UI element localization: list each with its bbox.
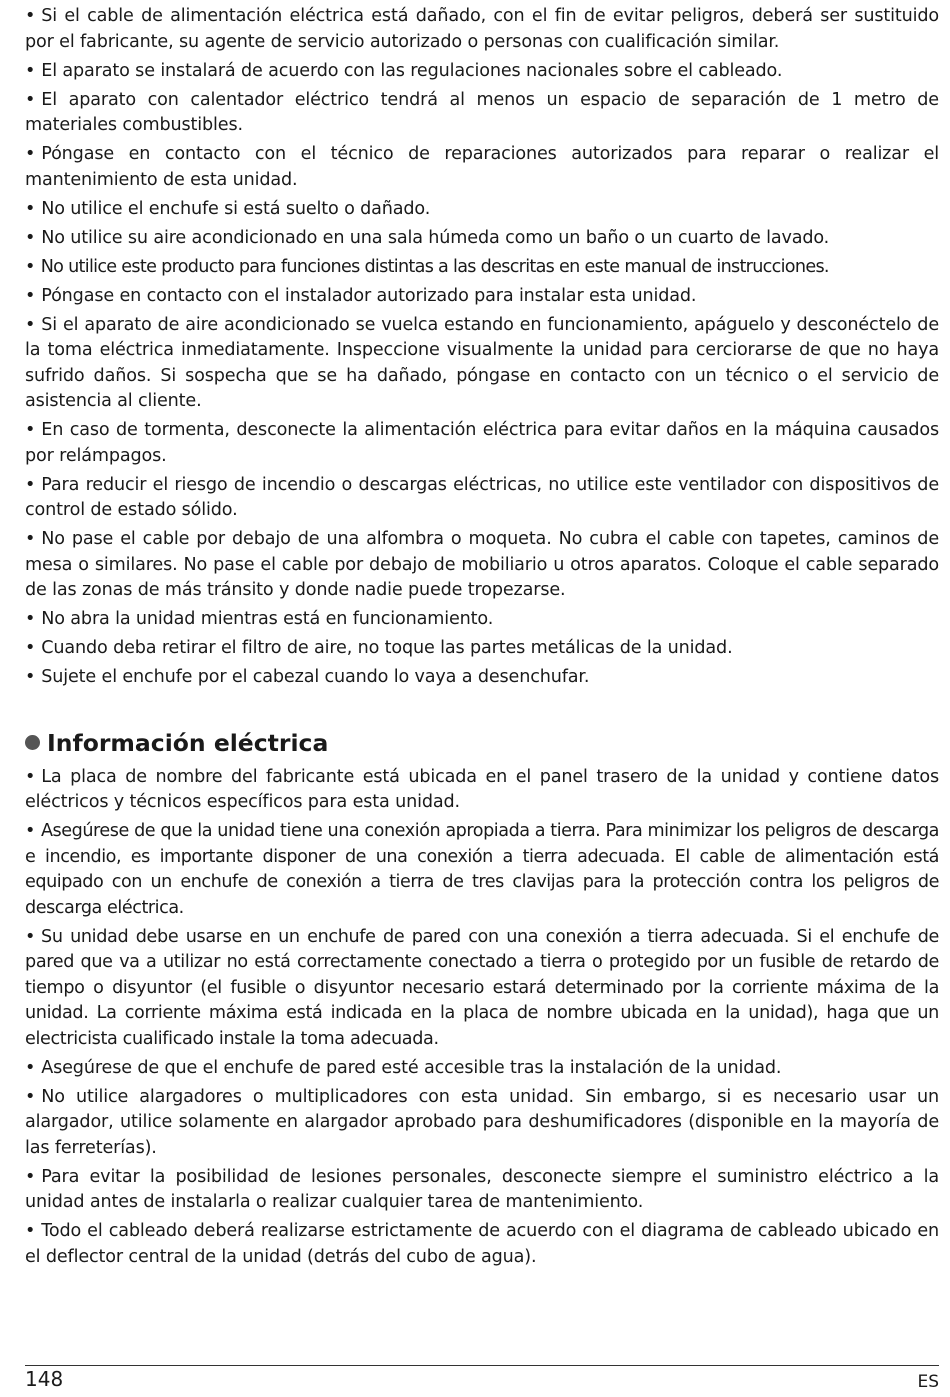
- safety-item: [25, 636, 939, 662]
- safety-item-text: Si el cable de alimentación eléctrica está dañado, con el fin de evitar peligros, deberá ser sustituido por el fabricante, su agente de servicio autorizado o personas con cualificación similar.: [25, 6, 939, 52]
- electrical-item: [25, 765, 939, 816]
- safety-item-text: En caso de tormenta, desconecte la alimentación eléctrica para evitar daños en la máquina causados por relámpagos.: [25, 420, 939, 466]
- electrical-item-text: La placa de nombre del fabricante está ubicada en el panel trasero de la unidad y contiene datos eléctricos y técnicos específicos para esta unidad.: [25, 766, 939, 812]
- safety-item: [25, 527, 939, 604]
- safety-item-text: Póngase en contacto con el instalador autorizado para instalar esta unidad.: [41, 285, 697, 306]
- electrical-item: [25, 1056, 939, 1082]
- safety-item: [25, 197, 939, 223]
- safety-item: [25, 284, 939, 310]
- electrical-item-text: No utilice alargadores o multiplicadores con esta unidad. Sin embargo, si es necesario usar un alargador, utilice solamente en alargador aprobado para deshumificadores (disponible en la mayoría de las ferreterías).: [25, 1086, 939, 1158]
- bullet-icon: •: [25, 1221, 36, 1241]
- bullet-icon: •: [25, 6, 36, 26]
- safety-item-text: Póngase en contacto con el técnico de reparaciones autorizados para reparar o realizar el mantenimiento de esta unidad.: [25, 144, 939, 190]
- bullet-icon: •: [25, 144, 36, 164]
- bullet-icon: •: [25, 529, 36, 549]
- electrical-item: [25, 1085, 939, 1162]
- safety-item: [25, 665, 939, 691]
- safety-item-text: No utilice su aire acondicionado en una sala húmeda como un baño o un cuarto de lavado.: [41, 227, 830, 248]
- electrical-item-text: Para evitar la posibilidad de lesiones personales, desconecte siempre el suministro eléctrico a la unidad antes de instalarla o realizar cualquier tarea de mantenimiento.: [25, 1166, 939, 1212]
- safety-item: [25, 226, 939, 252]
- electrical-item: [25, 1219, 939, 1270]
- bullet-icon: •: [25, 638, 36, 658]
- safety-item: [25, 255, 939, 281]
- section-heading: [25, 728, 939, 758]
- bullet-icon: •: [25, 198, 36, 219]
- safety-item-text: El aparato se instalará de acuerdo con las regulaciones nacionales sobre el cableado.: [41, 60, 783, 81]
- safety-item: [25, 4, 939, 55]
- bullet-icon: •: [25, 89, 36, 110]
- bullet-icon: •: [25, 1057, 36, 1078]
- bullet-icon: •: [25, 227, 36, 248]
- bullet-icon: •: [25, 766, 36, 787]
- electrical-item-text: Asegúrese de que la unidad tiene una conexión apropiada a tierra. Para minimizar los peligros de descarga e incendio, es importante disponer de una conexión a tierra adecuada. El cable de alimentación está equipado con un enchufe de conexión a tierra de tres clavijas para la protección contra los peligros de descarga eléctrica.: [25, 821, 939, 918]
- bullet-icon: •: [25, 285, 36, 306]
- electrical-item-text: Asegúrese de que el enchufe de pared esté accesible tras la instalación de la unidad.: [41, 1057, 782, 1078]
- electrical-item-text: Su unidad debe usarse en un enchufe de pared con una conexión a tierra adecuada. Si el enchufe de pared que va a utilizar no está correctamente conectado a tierra o protegido por un fusible de retardo de tiempo o disyuntor (el fusible o disyuntor necesario estará determinado por la corriente máxima de la unidad. La corriente máxima está indicada en la placa de nombre ubicada en la unidad), haga que un electricista cualificado instale la toma adecuada.: [25, 926, 939, 1049]
- electrical-list: [25, 765, 939, 1271]
- bullet-icon: •: [25, 256, 35, 277]
- safety-item-text: Si el aparato de aire acondicionado se vuelca estando en funcionamiento, apáguelo y desconéctelo de la toma eléctrica inmediatamente. Inspeccione visualmente la unidad para cerciorarse de que no haya sufrido daños. Si sospecha que se ha dañado, póngase en contacto con un técnico o el servicio de asistencia al cliente.: [25, 314, 939, 411]
- page-number: 148: [25, 1367, 64, 1391]
- bullet-icon: •: [25, 926, 36, 947]
- safety-item-text: Sujete el enchufe por el cabezal cuando lo vaya a desenchufar.: [41, 667, 590, 687]
- safety-item-text: No utilice este producto para funciones distintas a las descritas en este manual de instrucciones.: [40, 256, 829, 277]
- safety-item: [25, 313, 939, 415]
- electrical-item: [25, 819, 939, 921]
- bullet-icon: •: [25, 420, 36, 440]
- safety-item-text: No abra la unidad mientras está en funcionamiento.: [41, 609, 494, 629]
- bullet-icon: •: [25, 60, 36, 81]
- safety-item-text: Cuando deba retirar el filtro de aire, no toque las partes metálicas de la unidad.: [41, 638, 733, 658]
- safety-item: [25, 88, 939, 139]
- bullet-icon: •: [25, 821, 35, 841]
- safety-item: [25, 59, 939, 85]
- safety-item: [25, 473, 939, 524]
- footer-divider: [25, 1365, 939, 1366]
- bullet-circle-icon: [25, 735, 40, 750]
- safety-item-text: Para reducir el riesgo de incendio o descargas eléctricas, no utilice este ventilador con dispositivos de control de estado sólido.: [25, 474, 939, 520]
- electrical-item: [25, 1165, 939, 1216]
- electrical-item-text: Todo el cableado deberá realizarse estrictamente de acuerdo con el diagrama de cableado ubicado en el deflector central de la unidad (detrás del cubo de agua).: [25, 1221, 939, 1267]
- safety-item: [25, 142, 939, 193]
- safety-item-text: El aparato con calentador eléctrico tendrá al menos un espacio de separación de 1 metro de materiales combustibles.: [25, 89, 939, 135]
- safety-item: [25, 607, 939, 633]
- language-code: ES: [917, 1372, 939, 1392]
- safety-item-text: No utilice el enchufe si está suelto o dañado.: [41, 198, 431, 219]
- bullet-icon: •: [25, 1086, 36, 1107]
- bullet-icon: •: [25, 1166, 36, 1187]
- manual-page: [25, 4, 939, 1274]
- bullet-icon: •: [25, 314, 36, 335]
- section-heading-text: Información eléctrica: [47, 728, 329, 757]
- bullet-icon: •: [25, 609, 36, 629]
- bullet-icon: •: [25, 667, 36, 687]
- bullet-icon: •: [25, 474, 36, 495]
- electrical-item: [25, 925, 939, 1053]
- safety-item-text: No pase el cable por debajo de una alfombra o moqueta. No cubra el cable con tapetes, caminos de mesa o similares. No pase el cable por debajo de mobiliario u otros aparatos. Coloque el cable separado de las zonas de más tránsito y donde nadie puede tropezarse.: [25, 529, 939, 600]
- safety-item: [25, 418, 939, 469]
- safety-list: [25, 4, 939, 691]
